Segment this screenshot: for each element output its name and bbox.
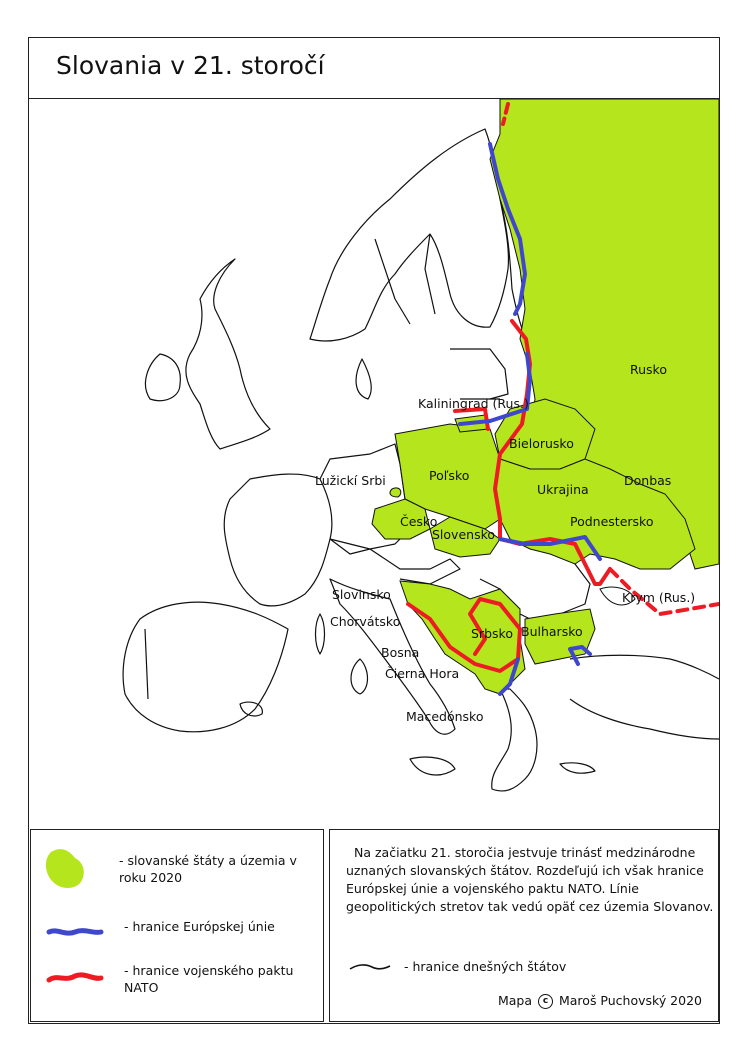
label-bielorusko: Bielorusko: [509, 436, 574, 451]
description-box: [329, 829, 719, 1022]
label-podnestersko: Podnestersko: [570, 514, 654, 529]
label-krym: Krym (Rus.): [622, 590, 696, 605]
description-text: Na začiatku 21. storočia jestvuje trinásť medzinárodne uznaných slovanských štátov. Rozdeľujú ich však hranice Európskej únie a vojenského paktu NATO. Línie geopolitických stretov tak vedú opäť cez územia Slovanov.: [346, 845, 714, 914]
state-border-line-icon: [348, 960, 392, 974]
label-donbas: Donbas: [624, 473, 672, 488]
label-cierna-hora: Čierna Hora: [385, 666, 460, 681]
credit-author: Maroš Puchovský 2020: [558, 993, 702, 1008]
title-box: [28, 37, 720, 99]
legend-nato-text: - hranice vojenského paktu NATO: [124, 963, 294, 995]
label-slovinsko: Slovinsko: [332, 587, 391, 602]
label-ukrajina: Ukrajina: [537, 482, 589, 497]
label-rusko: Rusko: [630, 362, 667, 377]
credit-prefix: Mapa: [497, 993, 533, 1008]
label-bosna: Bosna: [381, 645, 420, 660]
eu-line-icon: [45, 922, 105, 944]
label-polsko: Poľsko: [429, 468, 470, 483]
label-kaliningrad: Kaliningrad (Rus.): [418, 396, 529, 411]
label-bulharsko: Bulharsko: [521, 624, 583, 639]
slavic-swatch-icon: [39, 844, 99, 894]
label-cesko: Česko: [400, 514, 438, 529]
label-luzicki-srbi: Lužickí Srbi: [315, 473, 386, 488]
label-macedonsko: Macedónsko: [406, 709, 484, 724]
legend-eu-text: - hranice Európskej únie: [124, 919, 275, 934]
europe-map: [30, 99, 719, 825]
nato-line-icon: [45, 968, 105, 990]
legend-box: [30, 829, 324, 1022]
map-title: Slovania v 21. storočí: [56, 51, 325, 80]
label-slovensko: Slovensko: [432, 527, 496, 542]
label-chorvatsko: Chorvátsko: [330, 614, 401, 629]
credit: [498, 993, 702, 1009]
legend-slavic-text: - slovanské štáty a územia v roku 2020: [119, 853, 297, 885]
label-srbsko: Srbsko: [471, 626, 513, 641]
legend-borders-text: - hranice dnešných štátov: [404, 959, 567, 974]
copyright-icon: c: [538, 994, 553, 1009]
